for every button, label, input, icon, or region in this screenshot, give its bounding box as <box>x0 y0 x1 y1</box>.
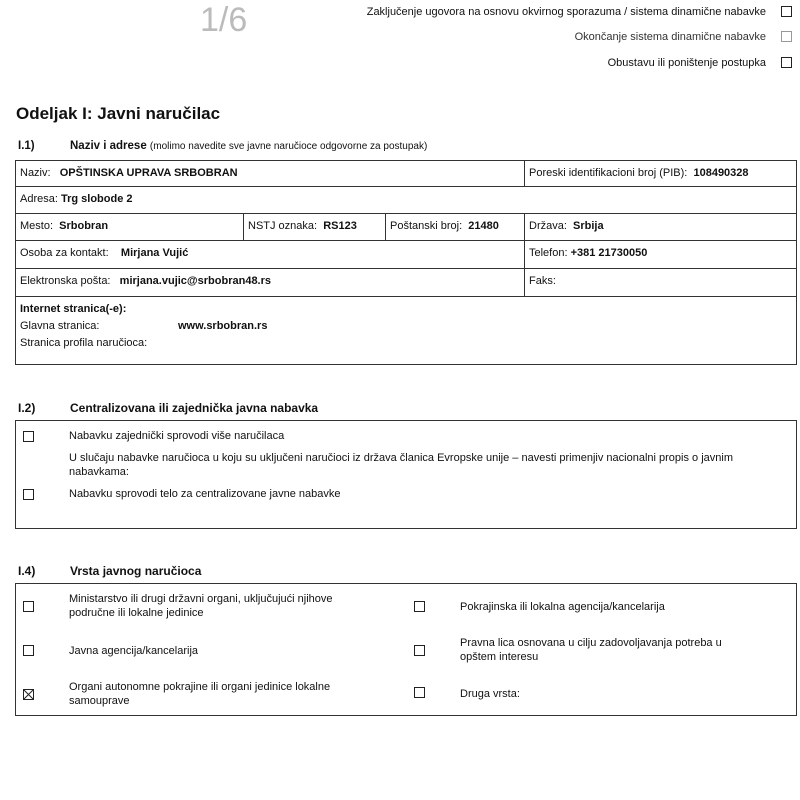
label: NSTJ oznaka: <box>248 220 318 232</box>
check-x-icon <box>24 690 33 699</box>
faks-cell <box>524 268 797 297</box>
option-label: Zaključenje ugovora na osnovu okvirnog sporazuma / sistema dinamične nabavke <box>366 6 766 18</box>
checkbox-druga-vrsta[interactable] <box>414 687 425 698</box>
checkbox-zajednicka[interactable] <box>23 431 34 442</box>
drzava-cell <box>524 213 797 241</box>
label: Telefon: <box>529 247 568 259</box>
option-label: Organi autonomne pokrajine ili organi jedinice lokalne samouprave <box>69 681 331 707</box>
label: Glavna stranica: <box>20 320 100 332</box>
option-label: Nabavku sprovodi telo za centralizovane javne nabavke <box>69 488 341 500</box>
email-value: mirjana.vujic@srbobran48.rs <box>119 275 272 287</box>
adresa-value: Trg slobode 2 <box>60 193 133 205</box>
checkbox-obustava[interactable] <box>781 57 792 68</box>
internet-label: Internet stranica(-e): <box>20 303 127 315</box>
option-label: Druga vrsta: <box>460 688 520 700</box>
drzava-value: Srbija <box>573 220 604 232</box>
option-label: Ministarstvo ili drugi državni organi, uključujući njihove područne ili lokalne jedinice <box>69 593 333 619</box>
naziv-cell <box>15 160 525 187</box>
postanski-value: 21480 <box>468 220 499 232</box>
label: Adresa: <box>20 193 58 205</box>
label: Elektronska pošta: <box>20 275 111 287</box>
mesto-cell <box>15 213 244 241</box>
option-label: Javna agencija/kancelarija <box>69 645 199 657</box>
section-number: I.2) <box>18 401 36 415</box>
email-cell <box>15 268 525 297</box>
postanski-cell <box>385 213 525 241</box>
section-heading: Naziv i adrese <box>70 140 147 152</box>
naziv-value: OPŠTINSKA UPRAVA SRBOBRAN <box>59 167 238 179</box>
label: Faks: <box>529 275 556 287</box>
section-heading: Centralizovana ili zajednička javna nabavka <box>70 401 319 415</box>
checkbox-pravna-lica[interactable] <box>414 645 425 656</box>
checkbox-okoncanje[interactable] <box>781 31 792 42</box>
section-number: I.1) <box>18 140 35 152</box>
checkbox-ministarstvo[interactable] <box>23 601 34 612</box>
section-note: (molimo navedite sve javne naručioce odgovorne za postupak) <box>149 141 428 152</box>
option-label: Pravna lica osnovana u cilju zadovoljavanja potreba u opštem interesu <box>460 637 722 663</box>
centralized-box <box>15 420 797 529</box>
label: Poreski identifikacioni broj (PIB): <box>529 167 688 179</box>
telefon-cell <box>524 240 797 269</box>
option-label: Okončanje sistema dinamične nabavke <box>574 31 766 43</box>
option-label: Pokrajinska ili lokalna agencija/kancelarija <box>460 601 665 613</box>
label: Osoba za kontakt: <box>20 247 109 259</box>
checkbox-javna-agencija[interactable] <box>23 645 34 656</box>
label: Mesto: <box>20 220 54 232</box>
mesto-value: Srbobran <box>59 220 109 232</box>
label: Naziv: <box>20 167 51 179</box>
label: Država: <box>529 220 567 232</box>
option-label: Obustavu ili poništenje postupka <box>607 57 766 69</box>
option-label: Nabavku zajednički sprovodi više naručilaca <box>69 430 285 442</box>
section-heading: Vrsta javnog naručioca <box>70 564 202 578</box>
adresa-cell <box>15 186 797 214</box>
pib-cell <box>524 160 797 187</box>
osoba-value: Mirjana Vujić <box>120 247 189 259</box>
glavna-value: www.srbobran.rs <box>178 320 268 332</box>
checkbox-pokrajinska-agencija[interactable] <box>414 601 425 612</box>
nstj-value: RS123 <box>323 220 357 232</box>
label: Stranica profila naručioca: <box>20 337 148 349</box>
checkbox-centralizovana[interactable] <box>23 489 34 500</box>
label: Poštanski broj: <box>390 220 463 232</box>
pib-value: 108490328 <box>693 167 749 179</box>
checkbox-organi-autonomne-checked[interactable] <box>23 689 34 700</box>
checkbox-okvirni[interactable] <box>781 6 792 17</box>
telefon-value: +381 21730050 <box>570 247 648 259</box>
note-text: U slučaju nabavke naručioca u koju su uključeni naručioci iz država članica Evropske unije – navesti primenjiv nacionalni propis o javnim nabavkama: <box>69 452 734 478</box>
nstj-cell <box>243 213 386 241</box>
osoba-cell <box>15 240 525 269</box>
page-indicator: 1/6 <box>200 1 248 39</box>
section-title: Odeljak I: Javni naručilac <box>16 104 221 123</box>
authority-type-box <box>15 583 797 716</box>
section-number: I.4) <box>18 564 36 578</box>
internet-cell <box>15 296 797 365</box>
